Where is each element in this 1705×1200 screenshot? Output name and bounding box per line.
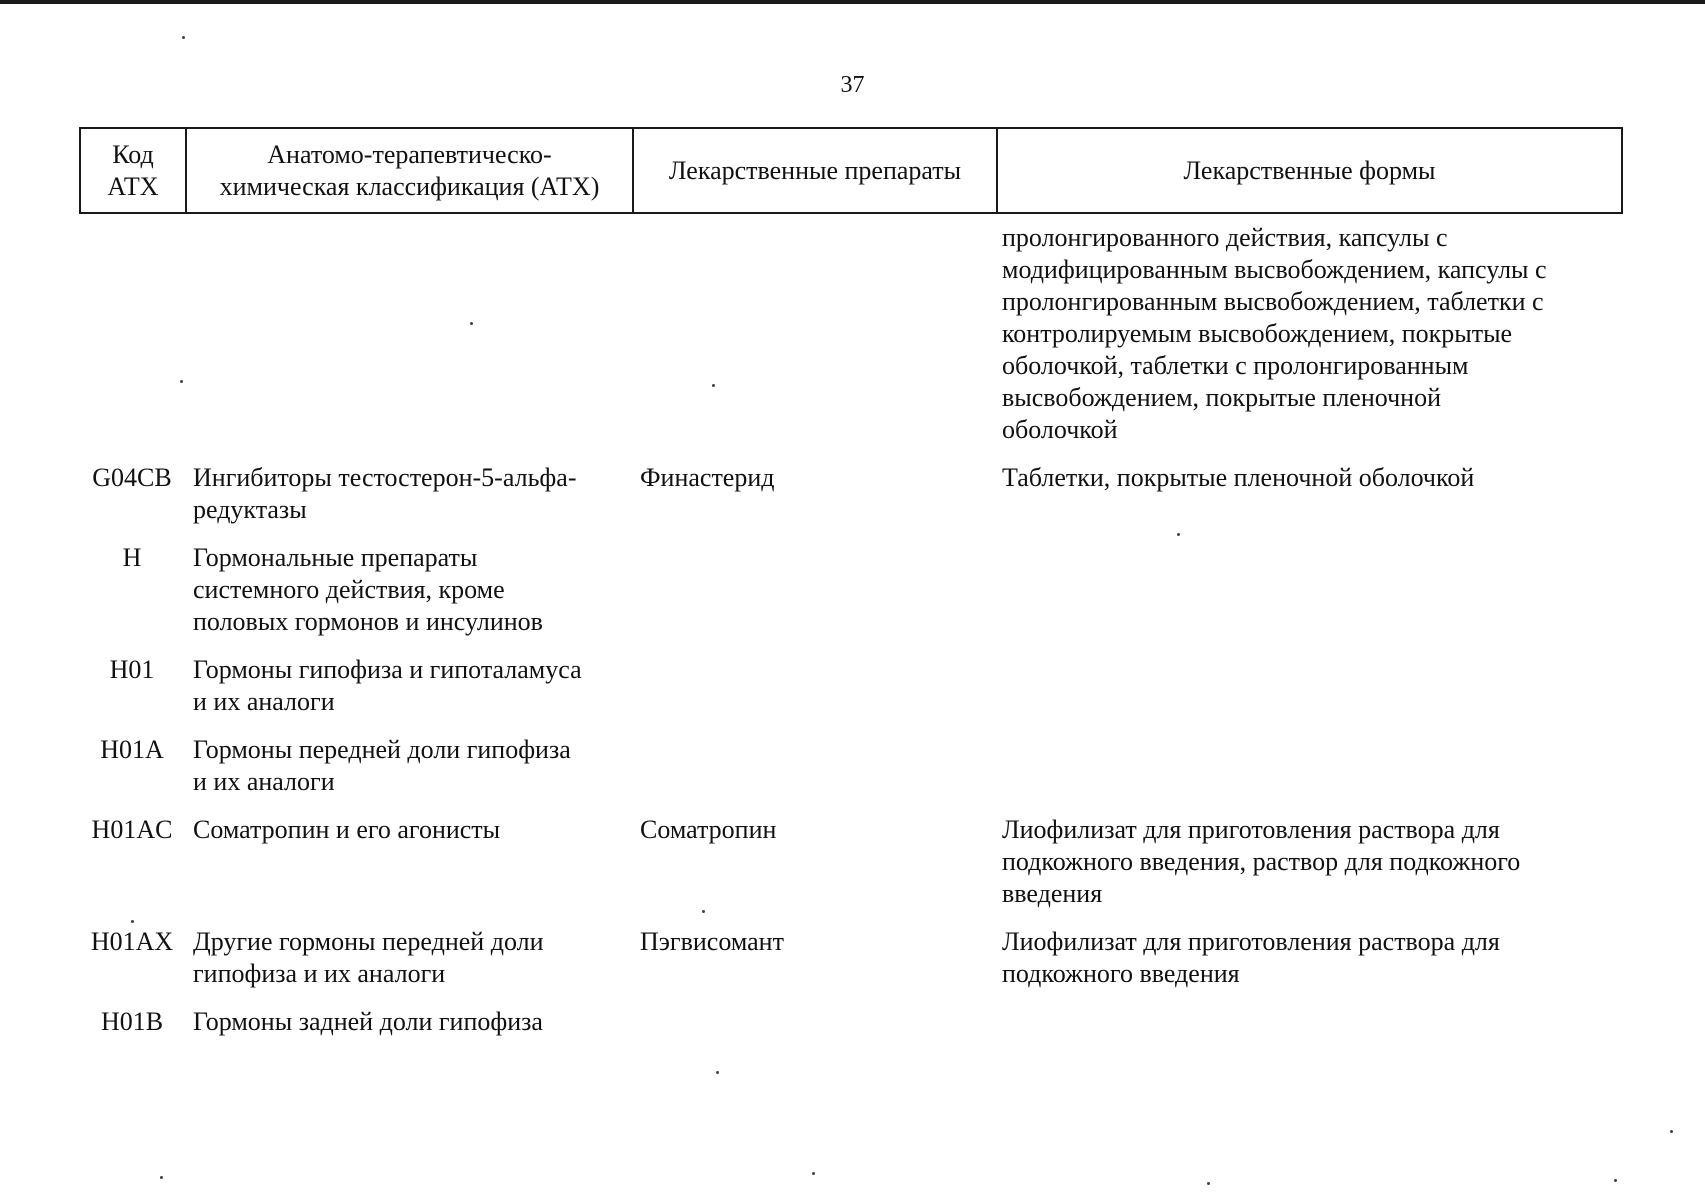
table-row xyxy=(79,1006,1623,1038)
header-code: Код АТХ xyxy=(107,139,159,201)
table-row xyxy=(79,654,1623,718)
cell-classification xyxy=(183,222,630,446)
scan-speck xyxy=(1177,533,1180,536)
page-number: 37 xyxy=(840,72,865,98)
cell-forms xyxy=(994,654,1623,718)
cell-forms xyxy=(994,1006,1623,1038)
scan-speck xyxy=(182,36,185,39)
cell-classification: Гормональные препараты системного действия, кроме половых гормонов и инсулинов xyxy=(193,543,543,636)
cell-code: H01B xyxy=(100,1007,164,1036)
cell-classification: Ингибиторы тестостерон-5-альфа- редуктазы xyxy=(193,463,577,524)
cell-code: H01AC xyxy=(91,815,173,844)
cell-classification: Гормоны передней доли гипофиза и их аналоги xyxy=(193,735,571,796)
cell-forms xyxy=(994,734,1623,798)
table-row xyxy=(79,462,1623,526)
cell-code xyxy=(79,222,183,446)
scan-speck xyxy=(712,384,715,387)
table-row xyxy=(79,542,1623,638)
table-header xyxy=(79,127,1623,214)
cell-forms: Лиофилизат для приготовления раствора для подкожного введения xyxy=(1002,927,1500,988)
scan-speck xyxy=(716,1071,719,1074)
cell-drug: Пэгвисомант xyxy=(640,927,784,956)
scan-speck xyxy=(1614,1179,1617,1182)
cell-classification: Соматропин и его агонисты xyxy=(193,815,501,844)
header-drugs: Лекарственные препараты xyxy=(632,129,996,212)
scan-speck xyxy=(160,1176,163,1179)
cell-drug: Соматропин xyxy=(640,815,777,844)
table-row-continuation xyxy=(79,222,1623,446)
cell-forms: Таблетки, покрытые пленочной оболочкой xyxy=(1002,463,1475,492)
scan-speck xyxy=(702,910,705,913)
scan-speck xyxy=(131,920,134,923)
cell-drug xyxy=(630,654,994,718)
cell-code: H xyxy=(122,543,142,572)
scan-speck xyxy=(1670,1130,1673,1133)
scan-speck xyxy=(470,322,473,325)
cell-forms xyxy=(994,542,1623,638)
scan-speck xyxy=(180,380,183,383)
scan-speck xyxy=(812,1172,815,1175)
cell-drug xyxy=(630,1006,994,1038)
table-body xyxy=(79,222,1623,1038)
cell-classification: Гормоны гипофиза и гипоталамуса и их аналоги xyxy=(193,655,582,716)
table-row xyxy=(79,734,1623,798)
cell-drug xyxy=(630,734,994,798)
cell-code: H01A xyxy=(100,735,164,764)
cell-code: G04CB xyxy=(92,463,172,492)
cell-code: H01 xyxy=(109,655,155,684)
cell-forms: Лиофилизат для приготовления раствора для подкожного введения, раствор для подкожного введения xyxy=(1002,815,1521,908)
table-row xyxy=(79,814,1623,910)
cell-classification: Гормоны задней доли гипофиза xyxy=(193,1007,543,1036)
cell-drug: Финастерид xyxy=(640,463,775,492)
cell-drug xyxy=(630,222,994,446)
page-top-edge xyxy=(0,0,1705,4)
header-forms: Лекарственные формы xyxy=(996,129,1621,212)
scan-speck xyxy=(1207,1182,1210,1185)
cell-classification: Другие гормоны передней доли гипофиза и их аналоги xyxy=(193,927,544,988)
cell-drug xyxy=(630,542,994,638)
cell-forms: пролонгированного действия, капсулы с модифицированным высвобождением, капсулы с пролонгированным высвобождением, таблетки с контролируемым высвобождением, покрытые оболочкой, таблетки с пролонгированным высвобождением, покрытые пленочной оболочкой xyxy=(1002,223,1547,444)
table-row xyxy=(79,926,1623,990)
cell-code: H01AX xyxy=(90,927,174,956)
header-classification: Анатомо-терапевтическо- химическая классификация (АТХ) xyxy=(185,129,632,212)
